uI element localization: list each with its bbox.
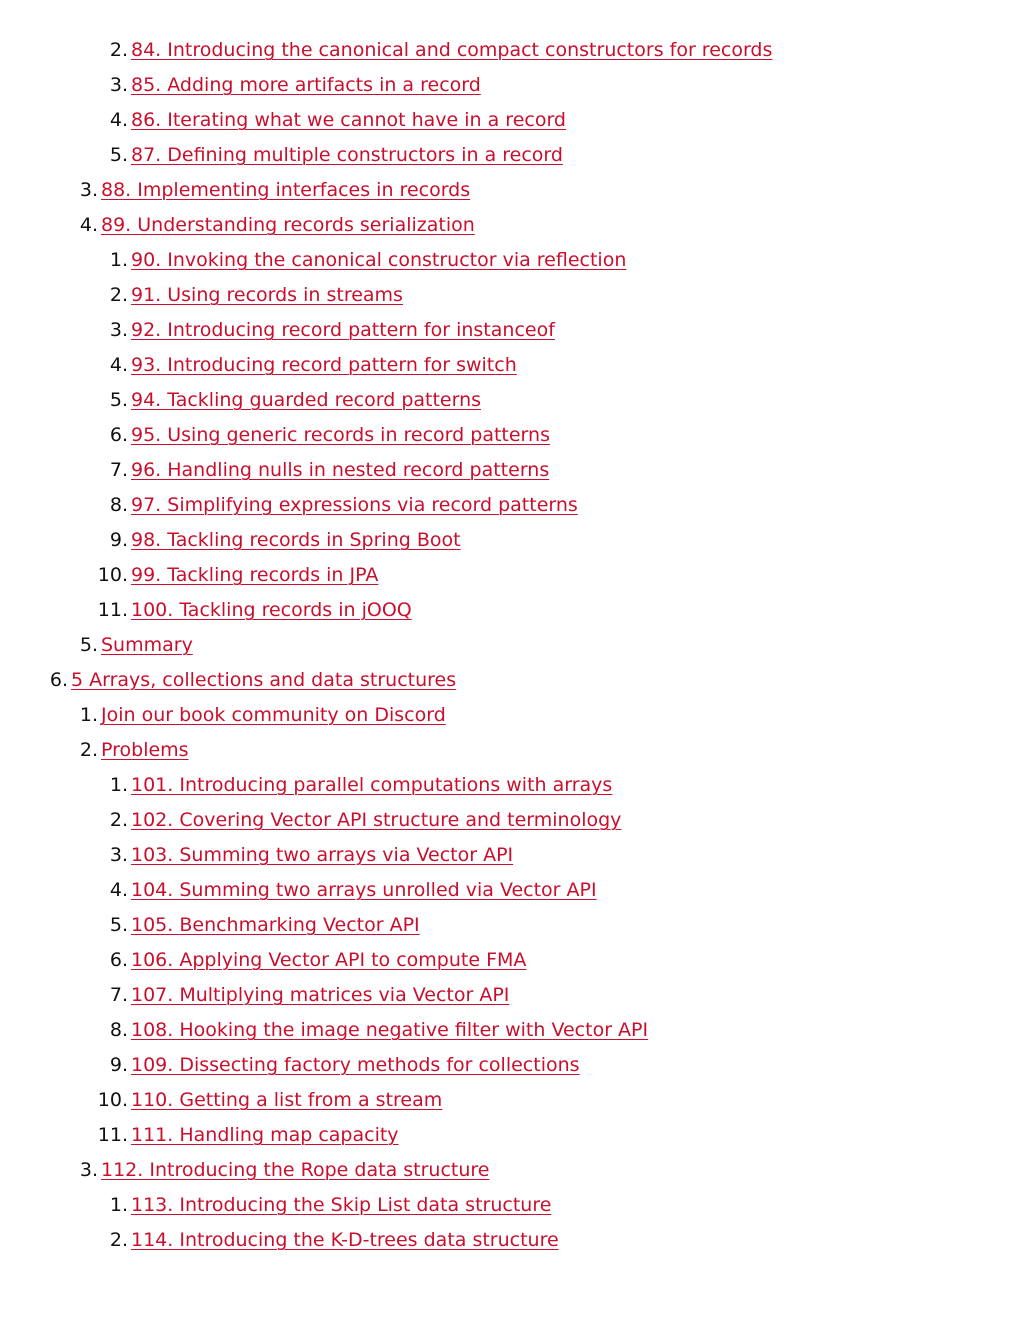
toc-link[interactable]: 109. Dissecting factory methods for collections: [131, 1054, 580, 1076]
toc-number: 9.: [109, 529, 128, 551]
toc-entry: [0, 593, 1020, 628]
toc-link[interactable]: 94. Tackling guarded record patterns: [131, 389, 482, 411]
toc-entry: [0, 1118, 1020, 1153]
toc-link[interactable]: 103. Summing two arrays via Vector API: [131, 844, 514, 866]
toc-entry: [0, 68, 1020, 103]
toc-entry: [0, 243, 1020, 278]
toc-link[interactable]: 98. Tackling records in Spring Boot: [131, 529, 461, 551]
toc-link[interactable]: 105. Benchmarking Vector API: [131, 914, 420, 936]
toc-number: 2.: [109, 39, 128, 61]
toc-entry: [0, 768, 1020, 803]
toc-entry: [0, 33, 1020, 68]
toc-number: 11.: [97, 1124, 128, 1146]
toc-entry: [0, 138, 1020, 173]
toc-link[interactable]: 91. Using records in streams: [131, 284, 403, 306]
toc-entry: [0, 278, 1020, 313]
table-of-contents: [0, 33, 1020, 1258]
toc-link[interactable]: 88. Implementing interfaces in records: [101, 179, 471, 201]
toc-link[interactable]: 102. Covering Vector API structure and terminology: [131, 809, 622, 831]
toc-number: 11.: [97, 599, 128, 621]
toc-entry: [0, 208, 1020, 243]
toc-number: 10.: [97, 564, 128, 586]
toc-number: 3.: [109, 844, 128, 866]
toc-number: 3.: [109, 319, 128, 341]
toc-entry: [0, 103, 1020, 138]
toc-number: 8.: [109, 494, 128, 516]
toc-entry: [0, 313, 1020, 348]
toc-entry: [0, 943, 1020, 978]
toc-entry: [0, 348, 1020, 383]
toc-number: 1.: [109, 774, 128, 796]
toc-number: 4.: [79, 214, 98, 236]
toc-number: 5.: [109, 389, 128, 411]
toc-entry: [0, 1153, 1020, 1188]
toc-number: 4.: [109, 879, 128, 901]
toc-number: 1.: [109, 249, 128, 271]
toc-number: 2.: [109, 284, 128, 306]
toc-number: 6.: [109, 949, 128, 971]
toc-entry: [0, 558, 1020, 593]
toc-link[interactable]: 93. Introducing record pattern for switch: [131, 354, 517, 376]
toc-entry: [0, 628, 1020, 663]
toc-link[interactable]: 90. Invoking the canonical constructor via reflection: [131, 249, 627, 271]
toc-link[interactable]: 106. Applying Vector API to compute FMA: [131, 949, 527, 971]
toc-link[interactable]: 113. Introducing the Skip List data structure: [131, 1194, 552, 1216]
toc-link[interactable]: 97. Simplifying expressions via record patterns: [131, 494, 578, 516]
toc-link[interactable]: 85. Adding more artifacts in a record: [131, 74, 481, 96]
toc-number: 1.: [109, 1194, 128, 1216]
toc-number: 1.: [79, 704, 98, 726]
toc-entry: [0, 1188, 1020, 1223]
toc-number: 7.: [109, 984, 128, 1006]
toc-link[interactable]: 84. Introducing the canonical and compact constructors for records: [131, 39, 773, 61]
toc-entry: [0, 838, 1020, 873]
toc-number: 4.: [109, 109, 128, 131]
toc-link[interactable]: 107. Multiplying matrices via Vector API: [131, 984, 510, 1006]
toc-entry: [0, 733, 1020, 768]
toc-number: 10.: [97, 1089, 128, 1111]
toc-link[interactable]: 92. Introducing record pattern for instanceof: [131, 319, 555, 341]
toc-entry: [0, 453, 1020, 488]
toc-link[interactable]: 89. Understanding records serialization: [101, 214, 475, 236]
toc-entry: [0, 698, 1020, 733]
toc-entry: [0, 1048, 1020, 1083]
toc-entry: [0, 663, 1020, 698]
toc-number: 7.: [109, 459, 128, 481]
toc-number: 4.: [109, 354, 128, 376]
toc-link[interactable]: 112. Introducing the Rope data structure: [101, 1159, 490, 1181]
toc-link[interactable]: 95. Using generic records in record patterns: [131, 424, 550, 446]
toc-number: 2.: [79, 739, 98, 761]
toc-link[interactable]: 108. Hooking the image negative filter with Vector API: [131, 1019, 649, 1041]
toc-link[interactable]: 5 Arrays, collections and data structures: [71, 669, 457, 691]
toc-entry: [0, 1013, 1020, 1048]
toc-link[interactable]: 86. Iterating what we cannot have in a record: [131, 109, 566, 131]
toc-entry: [0, 1083, 1020, 1118]
toc-link[interactable]: Summary: [101, 634, 193, 656]
toc-link[interactable]: 87. Defining multiple constructors in a record: [131, 144, 563, 166]
toc-link[interactable]: 104. Summing two arrays unrolled via Vector API: [131, 879, 597, 901]
toc-number: 2.: [109, 809, 128, 831]
toc-number: 9.: [109, 1054, 128, 1076]
toc-link[interactable]: 101. Introducing parallel computations with arrays: [131, 774, 613, 796]
toc-entry: [0, 383, 1020, 418]
toc-entry: [0, 978, 1020, 1013]
toc-entry: [0, 488, 1020, 523]
toc-link[interactable]: Problems: [101, 739, 189, 761]
toc-number: 8.: [109, 1019, 128, 1041]
toc-link[interactable]: 96. Handling nulls in nested record patterns: [131, 459, 550, 481]
toc-entry: [0, 523, 1020, 558]
toc-number: 3.: [79, 179, 98, 201]
toc-link[interactable]: 99. Tackling records in JPA: [131, 564, 379, 586]
toc-entry: [0, 803, 1020, 838]
toc-number: 5.: [79, 634, 98, 656]
toc-link[interactable]: 100. Tackling records in jOOQ: [131, 599, 412, 621]
toc-entry: [0, 908, 1020, 943]
toc-number: 6.: [49, 669, 68, 691]
toc-number: 5.: [109, 144, 128, 166]
toc-entry: [0, 873, 1020, 908]
toc-number: 2.: [109, 1229, 128, 1251]
toc-link[interactable]: 114. Introducing the K-D-trees data structure: [131, 1229, 559, 1251]
toc-number: 3.: [79, 1159, 98, 1181]
toc-link[interactable]: Join our book community on Discord: [101, 704, 446, 726]
toc-number: 5.: [109, 914, 128, 936]
toc-link[interactable]: 111. Handling map capacity: [131, 1124, 399, 1146]
toc-number: 6.: [109, 424, 128, 446]
toc-entry: [0, 173, 1020, 208]
toc-number: 3.: [109, 74, 128, 96]
toc-entry: [0, 418, 1020, 453]
toc-link[interactable]: 110. Getting a list from a stream: [131, 1089, 443, 1111]
toc-entry: [0, 1223, 1020, 1258]
